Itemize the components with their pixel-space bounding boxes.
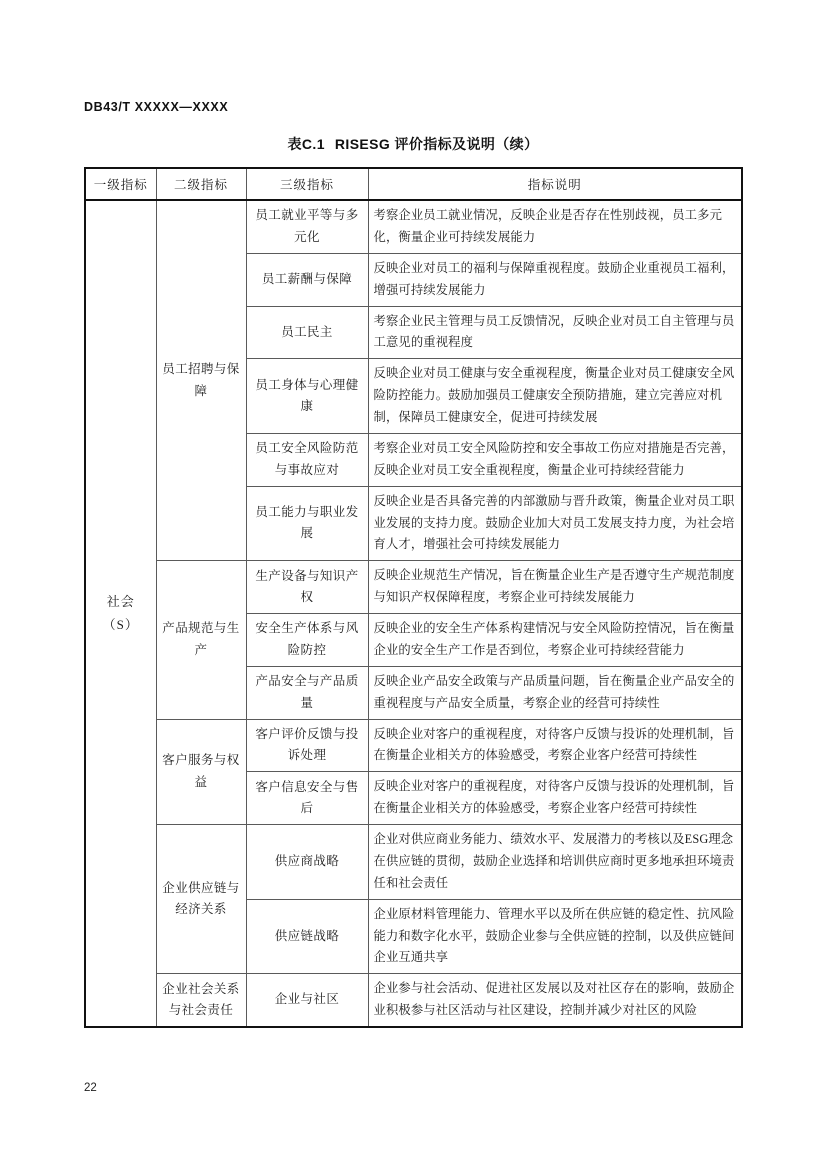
cell-level3: 供应商战略 (246, 825, 368, 900)
cell-level2: 产品规范与生产 (156, 561, 246, 719)
header-cell-description: 指标说明 (368, 168, 742, 200)
page-number: 22 (84, 1082, 97, 1094)
cell-level3: 员工安全风险防范与事故应对 (246, 433, 368, 486)
cell-description: 反映企业是否具备完善的内部激励与晋升政策，衡量企业对员工职业发展的支持力度。鼓励企业加大对员工发展支持力度，为社会培育人才，增强社会可持续发展能力 (368, 486, 742, 561)
cell-level3: 员工薪酬与保障 (246, 253, 368, 306)
cell-level2: 员工招聘与保障 (156, 200, 246, 561)
header-cell-level1: 一级指标 (85, 168, 156, 200)
table-body (85, 200, 742, 1027)
cell-level3: 员工民主 (246, 306, 368, 359)
table-header (85, 168, 742, 200)
cell-level2: 企业供应链与经济关系 (156, 825, 246, 974)
esg-indicator-table (84, 167, 743, 1028)
cell-level3: 安全生产体系与风险防控 (246, 614, 368, 667)
standard-code: DB43/T XXXXX—XXXX (84, 100, 229, 114)
cell-level3: 企业与社区 (246, 974, 368, 1027)
cell-description: 反映企业的安全生产体系构建情况与安全风险防控情况，旨在衡量企业的安全生产工作是否到位，考察企业可持续经营能力 (368, 614, 742, 667)
cell-description: 企业原材料管理能力、管理水平以及所在供应链的稳定性、抗风险能力和数字化水平，鼓励企业参与全供应链的控制，以及供应链间企业互通共享 (368, 899, 742, 974)
cell-level3: 供应链战略 (246, 899, 368, 974)
cell-level2: 客户服务与权益 (156, 719, 246, 825)
cell-description: 反映企业产品安全政策与产品质量问题，旨在衡量企业产品安全的重视程度与产品安全质量，考察企业的经营可持续性 (368, 666, 742, 719)
cell-description: 企业参与社会活动、促进社区发展以及对社区存在的影响，鼓励企业积极参与社区活动与社区建设，控制并减少对社区的风险 (368, 974, 742, 1027)
cell-level3: 产品安全与产品质量 (246, 666, 368, 719)
cell-level1-social (85, 200, 156, 1027)
cell-description: 企业对供应商业务能力、绩效水平、发展潜力的考核以及ESG理念在供应链的贯彻，鼓励企业选择和培训供应商时更多地承担环境责任和社会责任 (368, 825, 742, 900)
table-row (85, 719, 742, 772)
header-cell-level3: 三级指标 (246, 168, 368, 200)
cell-description: 反映企业对客户的重视程度，对待客户反馈与投诉的处理机制，旨在衡量企业相关方的体验感受，考察企业客户经营可持续性 (368, 772, 742, 825)
table-row (85, 825, 742, 900)
level1-label-line1: 社会 (106, 594, 135, 610)
cell-level3: 客户信息安全与售后 (246, 772, 368, 825)
cell-level3: 员工能力与职业发展 (246, 486, 368, 561)
cell-description: 考察企业对员工安全风险防控和安全事故工伤应对措施是否完善，反映企业对员工安全重视程度，衡量企业可持续经营能力 (368, 433, 742, 486)
cell-level3: 员工身体与心理健康 (246, 359, 368, 434)
table-header-row (85, 168, 742, 200)
table-row (85, 561, 742, 614)
cell-level3: 客户评价反馈与投诉处理 (246, 719, 368, 772)
level1-label-line2: （S） (102, 616, 139, 632)
table-title-prefix: 表C.1 (287, 136, 325, 152)
cell-level3: 生产设备与知识产权 (246, 561, 368, 614)
cell-level3: 员工就业平等与多元化 (246, 200, 368, 253)
cell-description: 反映企业对员工的福利与保障重视程度。鼓励企业重视员工福利，增强可持续发展能力 (368, 253, 742, 306)
esg-indicator-table-wrapper (84, 167, 741, 1028)
cell-description: 考察企业员工就业情况，反映企业是否存在性别歧视，员工多元化，衡量企业可持续发展能力 (368, 200, 742, 253)
table-row (85, 974, 742, 1027)
table-title-main: RISESG 评价指标及说明（续） (334, 136, 539, 152)
header-cell-level2: 二级指标 (156, 168, 246, 200)
table-row (85, 200, 742, 253)
table-title (0, 134, 826, 154)
cell-description: 反映企业规范生产情况，旨在衡量企业生产是否遵守生产规范制度与知识产权保障程度，考察企业可持续发展能力 (368, 561, 742, 614)
cell-level2: 企业社会关系与社会责任 (156, 974, 246, 1027)
cell-description: 考察企业民主管理与员工反馈情况，反映企业对员工自主管理与员工意见的重视程度 (368, 306, 742, 359)
cell-description: 反映企业对客户的重视程度，对待客户反馈与投诉的处理机制，旨在衡量企业相关方的体验感受，考察企业客户经营可持续性 (368, 719, 742, 772)
cell-description: 反映企业对员工健康与安全重视程度，衡量企业对员工健康安全风险防控能力。鼓励加强员工健康安全预防措施，建立完善应对机制，保障员工健康安全，促进可持续发展 (368, 359, 742, 434)
